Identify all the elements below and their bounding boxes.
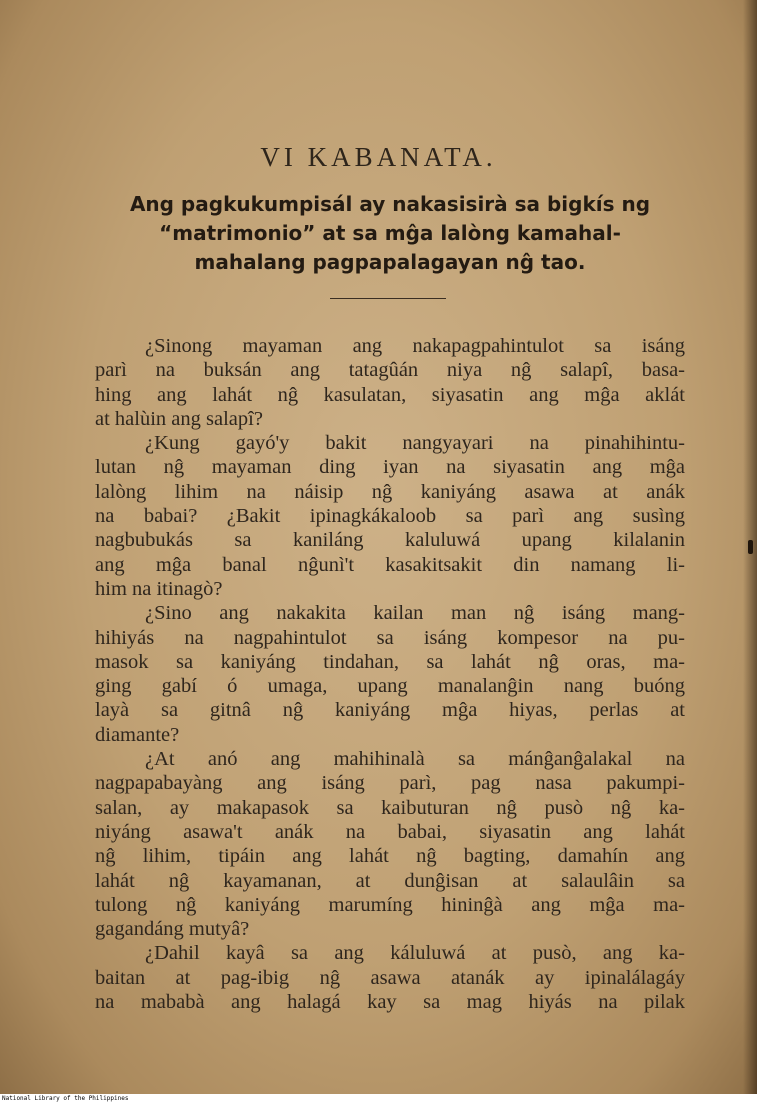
text-line: masok sa kaniyáng tindahan, sa lahát nĝ oras, ma- xyxy=(95,650,685,673)
text-line: salan, ay makapasok sa kaibuturan nĝ pusò nĝ ka- xyxy=(95,796,685,819)
text-line: nagbubukás sa kaniláng kaluluwá upang kilalanin xyxy=(95,529,685,552)
text-line: ¿Dahil kayâ sa ang káluluwá at pusò, ang ka- xyxy=(145,942,685,965)
text-line: him na itinagò? xyxy=(95,577,223,600)
text-line: na babai? ¿Bakit ipinagkákaloob sa parì ang susìng xyxy=(95,505,685,528)
subtitle-line: Ang pagkukumpisál ay nakasisirà sa bigkís ng xyxy=(129,192,651,216)
text-line: ¿Sinong mayaman ang nakapagpahintulot sa isáng xyxy=(145,335,685,357)
text-line: nĝ lihim, tipáin ang lahát nĝ bagting, damahín ang xyxy=(95,845,685,868)
text-line: tulong nĝ kaniyáng marumíng hininĝà ang mĝa ma- xyxy=(95,893,685,916)
text-line: gagandáng mutyâ? xyxy=(95,918,250,941)
subtitle-line: mahalang pagpapalagayan nĝ tao. xyxy=(194,250,586,274)
text-line: ¿At anó ang mahihinalà sa mánĝanĝalakal na xyxy=(145,748,685,771)
text-line: nagpapabayàng ang isáng parì, pag nasa pakumpi- xyxy=(95,772,685,795)
subtitle-line: “matrimonio” at sa mĝa lalòng kamahal- xyxy=(159,221,621,245)
text-line: baitan at pag-ibig nĝ asawa atanák ay ipinalálagáy xyxy=(95,966,685,989)
text-line: lutan nĝ mayaman ding iyan na siyasatin ang mĝa xyxy=(95,456,685,479)
text-line: parì na buksán ang tatagûán niya nĝ salapî, basa- xyxy=(95,359,685,382)
text-line: niyáng asawa't anák na babai, siyasatin ang lahát xyxy=(95,820,685,843)
chapter-title: VI KABANATA. xyxy=(260,142,497,172)
library-footer: National Library of the Philippines xyxy=(2,1095,129,1102)
chapter-subtitle xyxy=(90,190,690,277)
text-line: na mababà ang halagá kay sa mag hiyás na pilak xyxy=(95,991,685,1014)
text-line: hihiyás na nagpahintulot sa isáng kompesor na pu- xyxy=(95,626,685,649)
divider-rule xyxy=(330,298,446,299)
text-line: ging gabí ó umaga, upang manalanĝin nang buóng xyxy=(95,675,685,698)
text-line: diamante? xyxy=(95,723,180,746)
text-line: at halùin ang salapî? xyxy=(95,407,263,430)
text-line: ang mĝa banal nĝunì't kasakitsakit din namang li- xyxy=(95,553,685,576)
text-line: lalòng lihim na náisip nĝ kaniyáng asawa at anák xyxy=(95,480,685,503)
text-line: layà sa gitnâ nĝ kaniyáng mĝa hiyas, perlas at xyxy=(95,699,685,722)
text-line: hing ang lahát nĝ kasulatan, siyasatin ang mĝa aklát xyxy=(95,383,685,406)
text-line: lahát nĝ kayamanan, at dunĝisan at salaulâin sa xyxy=(95,869,685,892)
text-line: ¿Kung gayó'y bakit nangyayari na pinahihintu- xyxy=(145,432,685,455)
body-text xyxy=(95,334,685,1014)
page-edge-mark xyxy=(748,540,753,554)
text-line: ¿Sino ang nakakita kailan man nĝ isáng mang- xyxy=(145,602,685,625)
